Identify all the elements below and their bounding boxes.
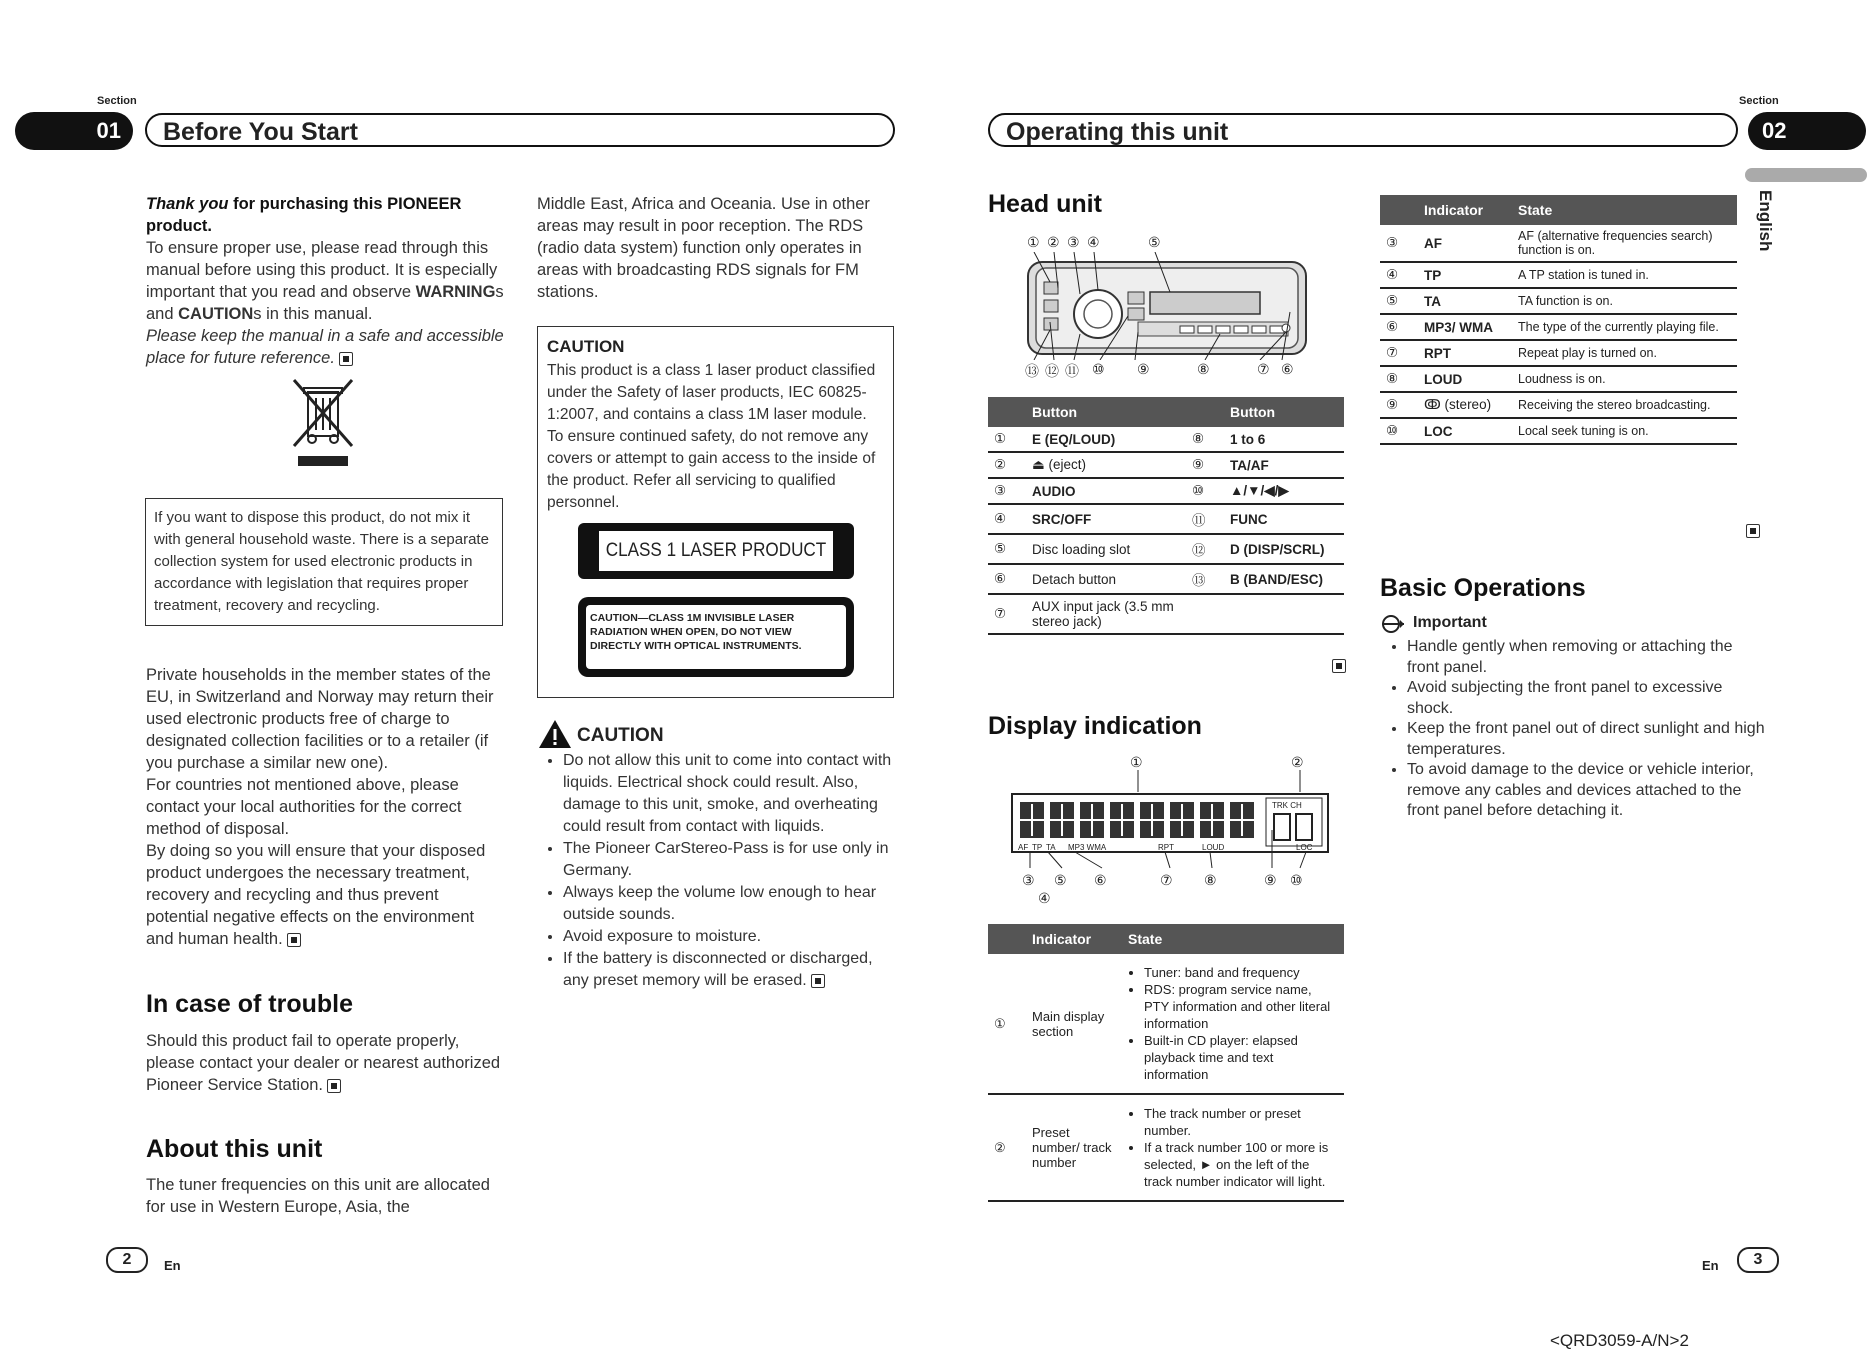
table-row bbox=[1380, 366, 1737, 392]
basic-item: • Keep the front panel out of direct sunlight and high temperatures. bbox=[1407, 719, 1767, 760]
laser-label-1-text: CLASS 1 LASER PRODUCT bbox=[599, 531, 833, 571]
callout: ② bbox=[1047, 234, 1060, 250]
callout: ⑬ bbox=[1025, 363, 1039, 379]
row-button: D (DISP/SCRL) bbox=[1224, 534, 1344, 564]
private-households-block bbox=[146, 664, 502, 950]
state-item: • Tuner: band and frequency bbox=[1144, 964, 1338, 981]
row-num: ② bbox=[988, 1094, 1026, 1201]
row-num: ⑧ bbox=[1380, 366, 1418, 392]
row-num: ⑫ bbox=[1186, 534, 1224, 564]
row-indicator: TP bbox=[1418, 262, 1512, 288]
intro-text-a: for purchasing this bbox=[228, 195, 388, 213]
row-button: Disc loading slot bbox=[1026, 534, 1186, 564]
row-state: A TP station is tuned in. bbox=[1512, 262, 1737, 288]
lcd-label-trkch: TRK CH bbox=[1272, 801, 1302, 810]
row-state: Loudness is on. bbox=[1512, 366, 1737, 392]
row-num: ⑥ bbox=[1380, 314, 1418, 340]
callout: ① bbox=[1130, 754, 1143, 770]
intro-block bbox=[146, 193, 506, 369]
table-row bbox=[988, 564, 1344, 594]
basic-item: • To avoid damage to the device or vehicle interior, remove any cables and devices attached to the front panel before detaching it. bbox=[1407, 760, 1767, 822]
head-unit-heading: Head unit bbox=[988, 190, 1102, 218]
row-state: AF (alternative frequencies search) function is on. bbox=[1512, 225, 1737, 262]
row-num bbox=[1186, 594, 1224, 634]
row-state: Local seek tuning is on. bbox=[1512, 418, 1737, 444]
intro-caution: CAUTION bbox=[178, 305, 254, 323]
laser-label-2 bbox=[578, 597, 854, 677]
caution2-item: • Always keep the volume low enough to hear outside sounds. bbox=[563, 882, 893, 926]
callout: ⑥ bbox=[1094, 872, 1107, 888]
private-para-2: For countries not mentioned above, please contact your local authorities for the correct method of disposal. bbox=[146, 776, 462, 838]
table-row bbox=[988, 452, 1344, 478]
row-num: ② bbox=[988, 452, 1026, 478]
row-indicator: RPT bbox=[1418, 340, 1512, 366]
row-num: ⑤ bbox=[988, 534, 1026, 564]
row-button: SRC/OFF bbox=[1026, 504, 1186, 534]
row-num: ⑨ bbox=[1380, 392, 1418, 418]
end-mark-icon bbox=[327, 1079, 341, 1093]
row-num: ④ bbox=[988, 504, 1026, 534]
end-mark-icon bbox=[1332, 659, 1346, 673]
row-num: ⑬ bbox=[1186, 564, 1224, 594]
end-mark-icon bbox=[811, 974, 825, 988]
callout: ⑫ bbox=[1045, 363, 1059, 379]
row-num: ⑦ bbox=[1380, 340, 1418, 366]
callout: ⑦ bbox=[1257, 361, 1270, 377]
lcd-label-ta: TA bbox=[1046, 843, 1056, 852]
state-item: • The track number or preset number. bbox=[1144, 1105, 1338, 1139]
caution-box-heading: CAUTION bbox=[547, 337, 625, 356]
row-button: E (EQ/LOUD) bbox=[1026, 427, 1186, 452]
state-item: • RDS: program service name, PTY information and other literal information bbox=[1144, 981, 1338, 1032]
important-label: Important bbox=[1413, 614, 1487, 631]
callout: ③ bbox=[1067, 234, 1080, 250]
row-indicator: AF bbox=[1418, 225, 1512, 262]
callout: ② bbox=[1291, 754, 1304, 770]
page-number-left: 2 bbox=[106, 1247, 148, 1273]
caution2-list bbox=[539, 750, 893, 992]
state-item: • Built-in CD player: elapsed playback time and text information bbox=[1144, 1032, 1338, 1083]
table-row bbox=[1380, 314, 1737, 340]
table-row bbox=[988, 504, 1344, 534]
table-header bbox=[988, 397, 1344, 427]
section-number-left: 01 bbox=[15, 112, 133, 150]
row-indicator: Main display section bbox=[1026, 954, 1122, 1094]
row-button bbox=[1224, 594, 1344, 634]
row-num: ① bbox=[988, 954, 1026, 1094]
caution2-item: • The Pioneer CarStereo-Pass is for use only in Germany. bbox=[563, 838, 893, 882]
row-button: TA/AF bbox=[1224, 452, 1344, 478]
intro-text-e: s and bbox=[146, 283, 504, 323]
caution-laser-box bbox=[537, 326, 894, 698]
section-label-left: Section bbox=[97, 95, 137, 107]
row-num: ⑧ bbox=[1186, 427, 1224, 452]
callout: ⑩ bbox=[1290, 872, 1303, 888]
dispose-box: If you want to dispose this product, do not mix it with general household waste. There is a separate collection system for used electronic products in accordance with legislation that requires proper treatment, recovery and recycling. bbox=[145, 498, 503, 626]
laser-label-2-text: CAUTION—CLASS 1M INVISIBLE LASER RADIATION WHEN OPEN, DO NOT VIEW DIRECTLY WITH OPTICAL INSTRUMENTS. bbox=[586, 605, 846, 669]
document-code: <QRD3059-A/N>2 bbox=[1550, 1331, 1689, 1350]
col-state: State bbox=[1122, 924, 1344, 954]
button-table bbox=[988, 397, 1344, 635]
end-mark-icon bbox=[287, 933, 301, 947]
callout: ⑩ bbox=[1092, 361, 1105, 377]
row-button: AUX input jack (3.5 mm stereo jack) bbox=[1026, 594, 1186, 634]
row-num: ⑥ bbox=[988, 564, 1026, 594]
trouble-text-span: Should this product fail to operate properly, please contact your dealer or nearest authorized Pioneer Service Station. bbox=[146, 1032, 501, 1094]
caution2-heading: CAUTION bbox=[577, 725, 664, 746]
callout: ⑨ bbox=[1137, 361, 1150, 377]
table-row bbox=[988, 427, 1344, 452]
table-row bbox=[1380, 392, 1737, 418]
row-num: ⑩ bbox=[1186, 478, 1224, 504]
table-row bbox=[1380, 225, 1737, 262]
row-num: ⑪ bbox=[1186, 504, 1224, 534]
row-button: FUNC bbox=[1224, 504, 1344, 534]
lang-right: En bbox=[1702, 1258, 1719, 1273]
row-button: AUDIO bbox=[1026, 478, 1186, 504]
private-para-3: By doing so you will ensure that your disposed product undergoes the necessary treatment, recovery and recycling and thus prevent potential negative effects on the environment and human health. bbox=[146, 842, 486, 948]
row-button: B (BAND/ESC) bbox=[1224, 564, 1344, 594]
row-num: ④ bbox=[1380, 262, 1418, 288]
col-indicator: Indicator bbox=[1026, 924, 1122, 954]
table-row bbox=[1380, 288, 1737, 314]
lcd-label-loud: LOUD bbox=[1202, 843, 1225, 852]
intro-warning: WARNING bbox=[415, 283, 496, 301]
rds-text: Middle East, Africa and Oceania. Use in other areas may result in poor reception. The RDS (radio data system) function only operates in areas with broadcasting RDS signals for FM stations. bbox=[537, 195, 870, 301]
callout: ⑥ bbox=[1281, 361, 1294, 377]
col-button: Button bbox=[1224, 397, 1344, 427]
basic-operations-heading: Basic Operations bbox=[1380, 574, 1586, 602]
lcd-label-mp3wma: MP3 WMA bbox=[1068, 843, 1107, 852]
thank-you-text: Thank you bbox=[146, 195, 229, 213]
row-num: ① bbox=[988, 427, 1026, 452]
row-indicator: LOC bbox=[1418, 418, 1512, 444]
basic-item: • Handle gently when removing or attaching the front panel. bbox=[1407, 637, 1767, 678]
row-button: ▲/▼/◀/▶ bbox=[1224, 478, 1344, 504]
page-title-right: Operating this unit bbox=[988, 113, 1738, 147]
table-row bbox=[1380, 418, 1737, 444]
callout: ⑧ bbox=[1204, 872, 1217, 888]
end-mark-icon bbox=[1746, 524, 1760, 538]
about-heading: About this unit bbox=[146, 1135, 323, 1163]
section-label-right: Section bbox=[1739, 95, 1779, 107]
col-indicator: Indicator bbox=[1418, 195, 1512, 225]
caution2-item: • Avoid exposure to moisture. bbox=[563, 926, 893, 948]
row-num: ⑤ bbox=[1380, 288, 1418, 314]
warning-triangle-icon bbox=[537, 718, 573, 750]
lang-left: En bbox=[164, 1258, 181, 1273]
laser-label-1 bbox=[578, 523, 854, 579]
section-number-right: 02 bbox=[1748, 112, 1866, 150]
table-row bbox=[988, 594, 1344, 634]
caution-box-text: This product is a class 1 laser product classified under the Safety of laser products, IEC 60825-1:2007, and contains a class 1M laser module. To ensure continued safety, do not remove any covers or attempt to gain access to the inside of the product. Refer all servicing to qualified personnel. bbox=[547, 362, 876, 511]
state-item: • If a track number 100 or more is selected, ► on the left of the track number indicator will light. bbox=[1144, 1139, 1338, 1190]
row-num: ⑩ bbox=[1380, 418, 1418, 444]
intro-text-d: To ensure proper use, please read through this manual before using this product. It is especially important that you read and observe bbox=[146, 239, 498, 301]
callout: ④ bbox=[1038, 890, 1051, 906]
row-state: TA function is on. bbox=[1512, 288, 1737, 314]
row-state: Repeat play is turned on. bbox=[1512, 340, 1737, 366]
callout: ⑤ bbox=[1054, 872, 1067, 888]
callout: ⑧ bbox=[1197, 361, 1210, 377]
callout: ⑪ bbox=[1065, 363, 1079, 379]
table-row bbox=[988, 954, 1344, 1094]
table-header bbox=[988, 924, 1344, 954]
row-button: ⏏ (eject) bbox=[1026, 452, 1186, 478]
callout: ① bbox=[1027, 234, 1040, 250]
lcd-label-tp: TP bbox=[1032, 843, 1043, 852]
table-header bbox=[1380, 195, 1737, 225]
intro-text-b: PIONEER bbox=[387, 195, 462, 213]
col-state: State bbox=[1512, 195, 1737, 225]
table-row bbox=[1380, 340, 1737, 366]
lcd-label-rpt: RPT bbox=[1158, 843, 1174, 852]
row-num: ⑦ bbox=[988, 594, 1026, 634]
basic-operations-list bbox=[1383, 637, 1767, 822]
basic-item: • Avoid subjecting the front panel to excessive shock. bbox=[1407, 678, 1767, 719]
row-num: ⑨ bbox=[1186, 452, 1224, 478]
about-text: The tuner frequencies on this unit are allocated for use in Western Europe, Asia, the bbox=[146, 1176, 490, 1216]
callout: ③ bbox=[1022, 872, 1035, 888]
private-para-1: Private households in the member states of the EU, in Switzerland and Norway may return their used electronic products free of charge to designated collection facilities or to a retailer (if you purchase a similar new one). bbox=[146, 666, 494, 772]
table-row bbox=[988, 478, 1344, 504]
callout: ⑨ bbox=[1264, 872, 1277, 888]
intro-keep-text: Please keep the manual in a safe and accessible place for future reference. bbox=[146, 327, 504, 367]
caution2-item: If the battery is disconnected or discharged, any preset memory will be erased. bbox=[563, 950, 873, 989]
head-unit-illustration bbox=[1020, 252, 1310, 360]
row-indicator: ↂ (stereo) bbox=[1418, 392, 1512, 418]
caution2-item: • Do not allow this unit to come into contact with liquids. Electrical shock could result. Also, damage to this unit, smoke, and overheating could result from contact with liquids. bbox=[563, 750, 893, 838]
important-icon bbox=[1380, 614, 1406, 634]
table-row bbox=[988, 534, 1344, 564]
display-heading: Display indication bbox=[988, 712, 1202, 740]
display-table bbox=[988, 924, 1344, 1202]
callout: ⑦ bbox=[1160, 872, 1173, 888]
page-title-left: Before You Start bbox=[145, 113, 895, 147]
row-state: Receiving the stereo broadcasting. bbox=[1512, 392, 1737, 418]
page-number-right: 3 bbox=[1737, 1247, 1779, 1273]
table-row bbox=[988, 1094, 1344, 1201]
row-indicator: LOUD bbox=[1418, 366, 1512, 392]
row-indicator: MP3/ WMA bbox=[1418, 314, 1512, 340]
trouble-heading: In case of trouble bbox=[146, 990, 353, 1018]
row-num: ③ bbox=[1380, 225, 1418, 262]
crossed-bin-icon bbox=[290, 378, 356, 470]
col-button: Button bbox=[1026, 397, 1186, 427]
end-mark-icon bbox=[339, 352, 353, 366]
english-tab: English bbox=[1756, 190, 1775, 252]
indicator-table bbox=[1380, 195, 1737, 445]
row-indicator: Preset number/ track number bbox=[1026, 1094, 1122, 1201]
row-button: Detach button bbox=[1026, 564, 1186, 594]
intro-text-f: s in this manual. bbox=[253, 305, 373, 323]
lcd-label-af: AF bbox=[1018, 843, 1029, 852]
table-row bbox=[1380, 262, 1737, 288]
row-num: ③ bbox=[988, 478, 1026, 504]
row-indicator: TA bbox=[1418, 288, 1512, 314]
lcd-display-illustration bbox=[1010, 770, 1330, 870]
row-button: 1 to 6 bbox=[1224, 427, 1344, 452]
callout: ⑤ bbox=[1148, 234, 1161, 250]
callout: ④ bbox=[1087, 234, 1100, 250]
language-tab-bar bbox=[1745, 168, 1867, 182]
trouble-text bbox=[146, 1030, 502, 1096]
intro-text-c: product. bbox=[146, 217, 212, 235]
row-state: The type of the currently playing file. bbox=[1512, 314, 1737, 340]
lcd-label-loc: LOC bbox=[1296, 843, 1313, 852]
